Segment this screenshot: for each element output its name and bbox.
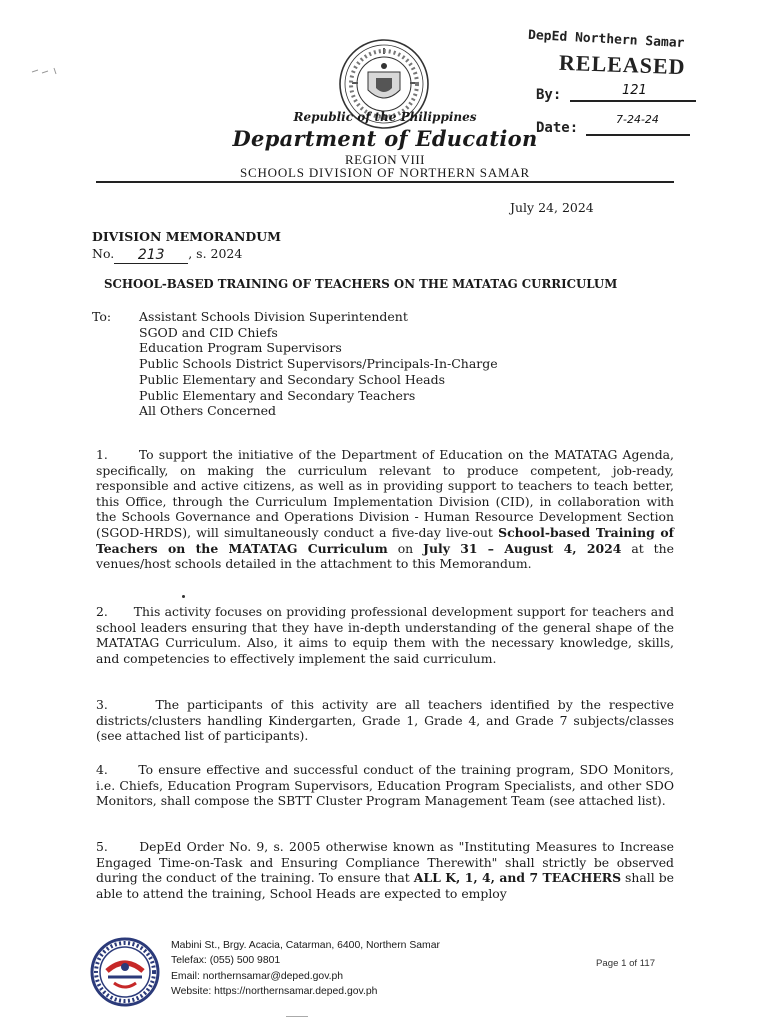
footer-email: Email: northernsamar@deped.gov.ph <box>171 970 344 982</box>
paragraph-1: 1. To support the initiative of the Department of Education on the MATATAG Agenda, specifically, on making the curriculum relevant to produce competent, job-ready, responsible and active citizens, as well as in providing support to teachers to teach better, this Office, through the Curriculum Implementation Division (CID), in collaboration with the Schools Governance and Operations Division - Human Resource Development Section (SGOD-HRDS), will simultaneously conduct a five-day live-out School-based Training of Teachers on the MATATAG Curriculum on July 31 – August 4, 2024 at the venues/host schools detailed in the attachment to this Memorandum. <box>96 447 674 572</box>
footer-address: Mabini St., Brgy. Acacia, Catarman, 6400, Northern Samar <box>171 940 440 951</box>
recipient-item: Assistant Schools Division Superintendent <box>139 309 408 324</box>
memo-subject: SCHOOL-BASED TRAINING OF TEACHERS ON THE MATATAG CURRICULUM <box>104 277 618 291</box>
recipient-item: Public Schools District Supervisors/Principals-In-Charge <box>139 356 498 372</box>
stamp-status: RELEASED <box>558 49 687 80</box>
region-heading: REGION VIII <box>345 152 425 167</box>
memo-no-value: 213 <box>137 247 165 263</box>
recipient-item: Education Program Supervisors <box>139 340 342 356</box>
stamp-org: DepEd Northern Samar <box>527 27 685 52</box>
scan-mark <box>30 64 70 78</box>
recipient-item: All Others Concerned <box>139 403 277 419</box>
republic-heading: Republic of the Philippines <box>293 110 477 124</box>
footer-telefax: Telefax: (055) 500 9801 <box>171 955 281 967</box>
recipient-item: SGOD and CID Chiefs <box>139 324 278 340</box>
to-label: To: <box>92 309 112 324</box>
stamp-by-value: 121 <box>622 83 647 98</box>
stamp-date-line <box>586 134 690 136</box>
stamp-by-label: By: <box>536 87 562 103</box>
division-heading: SCHOOLS DIVISION OF NORTHERN SAMAR <box>239 165 531 180</box>
paragraph-5: 5. DepEd Order No. 9, s. 2005 otherwise known as "Instituting Measures to Increase Engaged Time-on-Task and Ensuring Compliance Therewith" shall strictly be observed during the conduct of the training. To ensure that ALL K, 1, 4, and 7 TEACHERS shall be able to attend the training, School Heads are expected to employ <box>96 839 674 901</box>
stamp-date-value: 7-24-24 <box>616 113 659 126</box>
footer-contact <box>171 938 440 999</box>
paragraph-3: 3. The participants of this activity are all teachers identified by the respective districts/clusters handling Kindergarten, Grade 1, Grade 4, and Grade 7 subjects/classes (see attached list of participants). <box>96 697 674 744</box>
department-heading: Department of Education <box>232 126 538 151</box>
paragraph-4: 4. To ensure effective and successful conduct of the training program, SDO Monitors, i.e. Chiefs, Education Program Supervisors, Education Program Specialists, and other SDO Monitors, shall compose the SBTT Cluster Program Management Team (see attached list). <box>96 762 674 809</box>
memo-date: July 24, 2024 <box>510 200 594 215</box>
paragraph-2: 2. This activity focuses on providing professional development support for teachers and school leaders ensuring that they have in-depth understanding of the general shape of the MATATAG Curriculum. Also, it aims to equip them with the necessary knowledge, skills, and competencies to effectively implement the said curriculum. <box>96 604 674 666</box>
memo-number <box>92 246 242 263</box>
sdo-northern-samar-logo-icon <box>90 937 160 1007</box>
page-number: Page 1 of 117 <box>596 958 656 969</box>
memo-title: DIVISION MEMORANDUM <box>92 229 281 244</box>
scan-dot <box>182 595 185 598</box>
stamp-date-label: Date: <box>536 120 579 136</box>
recipient-list <box>139 309 498 419</box>
memo-series: , s. 2024 <box>188 246 243 261</box>
recipient-item: Public Elementary and Secondary School Heads <box>139 371 446 387</box>
header-divider <box>96 181 674 183</box>
scan-mark-bottom <box>286 1016 308 1017</box>
memo-no-label: No. <box>92 246 115 261</box>
recipient-item: Public Elementary and Secondary Teachers <box>139 387 416 403</box>
footer-website: Website: https://northernsamar.deped.gov.ph <box>171 985 378 997</box>
stamp-by-line <box>570 100 696 102</box>
